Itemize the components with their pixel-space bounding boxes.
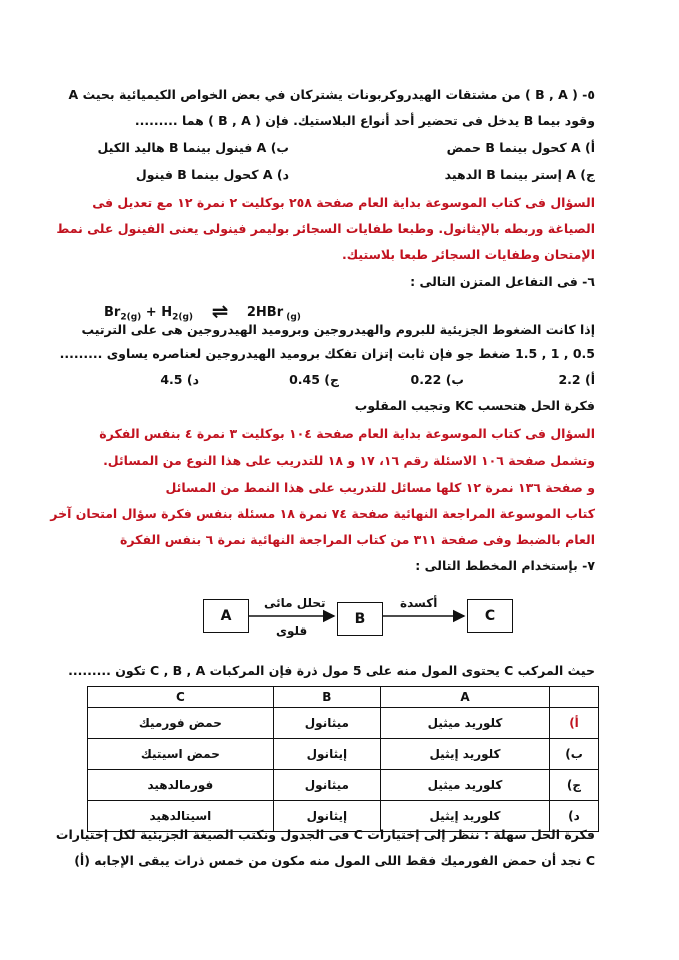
table-cell: اسيتالدهيد [88,801,274,832]
q7-solution-line-2: C نجد أن حمض الفورميك فقط اللى المول منه مكون من خمس ذرات يبقى الإجابه (أ) [74,853,595,868]
q6-line-2: 0.5 , 1 , 1.5 ضغط جو فإن ثابت إتزان تفكك بروميد الهيدروجين لعناصره يساوى ......... [59,346,595,361]
table-cell: حمض اسيتيك [88,739,274,770]
q6-note-line-3: و صفحة ١٣٦ نمرة ١٢ كلها مسائل للتدريب على هذا النمط من المسائل [165,480,595,495]
q6-option-c: ج) 0.45 [289,372,339,387]
table-header-cell [550,687,599,708]
equation-hbr: 2HBr [246,305,284,320]
table-header-row [88,687,599,708]
table-cell: إيثانول [273,739,380,770]
q6-note-line-5: العام بالضبط وفى صفحة ٣١١ من كتاب المراجعة النهائية نمرة ٦ بنفس الفكرة [120,532,595,547]
table-row [88,708,599,739]
table-cell: ميثانول [273,708,380,739]
equation-br2: Br [104,305,121,320]
table-cell: كلوريد ميثيل [381,770,550,801]
compound-box-b: B [337,602,383,636]
q7-intro: ٧- بإستخدام المخطط التالى : [415,558,595,573]
answer-table [87,686,599,832]
q6-note-line-2: وتشمل صفحة ١٠٦ الاسئلة رقم ١٦، ١٧ و ١٨ للتدريب على هذا النوع من المسائل. [103,453,595,468]
table-cell-letter: أ) [550,708,599,739]
arrow1-label-alkaline: قلوى [276,624,308,638]
q5-option-c: ج) A إستر بينما B الدهيد [444,167,595,182]
q6-equation: $Br_{2(g)} + H_{2(g)}$ ⇌ 2HBr $_{(g)}$ [104,299,301,323]
q7-question: حيث المركب C يحتوى المول منه على 5 مول ذرة فإن المركبات C , B , A تكون ......... [68,663,595,678]
table-cell: حمض فورميك [88,708,274,739]
q6-option-d: د) 4.5 [160,372,199,387]
table-cell-letter: د) [550,801,599,832]
q6-note-line-1: السؤال فى كتاب الموسوعة بداية العام صفحة ١٠٤ بوكليت ٣ نمرة ٤ بنفس الفكرة [99,426,595,441]
arrow2-label-oxidation: أكسدة [400,596,438,610]
table-cell-letter: ج) [550,770,599,801]
table-cell: ميثانول [273,770,380,801]
q5-option-d: د) A كحول بينما B فينول [135,167,289,182]
q5-option-a: أ) A كحول بينما B حمض [446,140,595,155]
q6-option-a: أ) 2.2 [558,372,595,387]
q5-line-2: وقود بيما B يدخل فى تحضير أحد أنواع البلاستيك. فإن ( B , A ) هما ......... [134,113,595,128]
q6-hint: فكرة الحل هتحسب KC وتجيب المقلوب [354,398,595,413]
table-cell: كلوريد ميثيل [381,708,550,739]
q6-note-line-4: كتاب الموسوعة المراجعة النهائية صفحة ٧٤ نمرة ١٨ مسئلة بنفس فكرة سؤال امتحان آخر [50,506,595,521]
compound-box-c: C [467,599,513,633]
compound-box-a: A [203,599,249,633]
q6-option-b: ب) 0.22 [410,372,464,387]
q5-note-line-3: الإمتحان وطفايات السجائر طبعا بلاستيك. [342,247,595,262]
table-cell: كلوريد إيثيل [381,801,550,832]
q5-note-line-2: الصياغة وربطه بالإيثانول. وطبعا طفايات السجائر بوليمر فينولى يعنى الفينول على نمط [56,221,595,236]
table-cell: فورمالدهيد [88,770,274,801]
table-header-cell: A [381,687,550,708]
arrow1-label-hydrolysis: تحلل مائى [264,596,326,610]
table-header-cell: B [273,687,380,708]
q5-line-1: ٥- ( B , A ) من مشتقات الهيدروكربونات يشتركان في بعض الخواص الكيميائية بحيث A [68,87,595,102]
table-cell: إيثانول [273,801,380,832]
table-cell-letter: ب) [550,739,599,770]
q6-line-1: إذا كانت الضغوط الجزيئية للبروم والهيدروجين وبروميد الهيدروجين هى على الترتيب [81,322,595,337]
q7-solution-line-1: فكرة الحل سهلة : ننظر إلى إختيارات C فى الجدول ونكتب الصيغة الجزيئية لكل إختيارات [55,827,595,842]
equilibrium-arrow-icon: ⇌ [211,299,229,323]
q5-note-line-1: السؤال فى كتاب الموسوعة بداية العام صفحة ٢٥٨ بوكليت ٢ نمرة ١٢ مع تعديل فى [92,195,595,210]
table-header-cell: C [88,687,274,708]
q5-option-b: ب) A فينول بينما B هاليد الكيل [97,140,289,155]
q6-intro: ٦- فى التفاعل المتزن التالى : [410,274,595,289]
table-row [88,770,599,801]
table-cell: كلوريد إيثيل [381,739,550,770]
table-row [88,739,599,770]
